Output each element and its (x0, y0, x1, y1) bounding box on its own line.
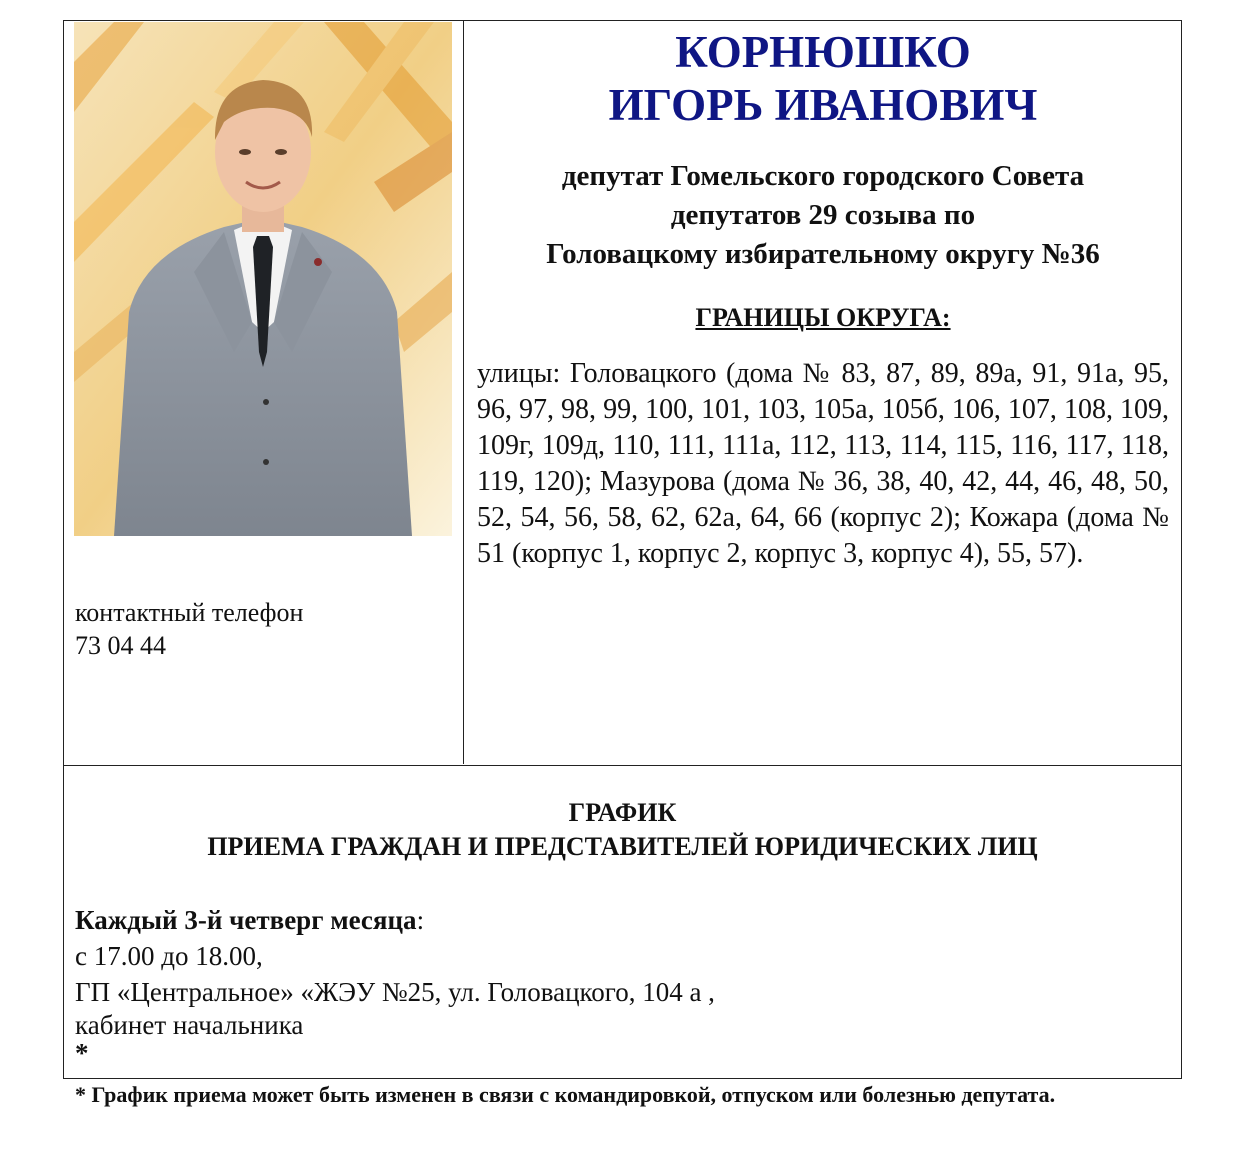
document-sheet (63, 20, 1182, 1079)
deputy-surname: КОРНЮШКО (675, 27, 971, 77)
deputy-name (464, 26, 1182, 132)
position-line: Головацкому избирательному округу №36 (546, 238, 1100, 270)
position-line: депутатов 29 созыва по (670, 199, 976, 231)
schedule-title-line: ГРАФИК (568, 798, 677, 827)
schedule-room: кабинет начальника (75, 1010, 304, 1040)
deputy-photo (74, 22, 452, 536)
schedule-when: Каждый 3-й четверг месяца (75, 905, 417, 935)
schedule-when-row (75, 902, 715, 938)
deputy-given-names: ИГОРЬ ИВАНОВИЧ (608, 80, 1038, 130)
schedule-footnote: * График приема может быть изменен в связи с командировкой, отпуском или болезнью депутата. (75, 1082, 1056, 1107)
schedule-title (63, 796, 1182, 864)
position-line: депутат Гомельского городского Совета (561, 160, 1085, 192)
district-streets: улицы: Головацкого (дома № 83, 87, 89, 89а, 91, 91а, 95, 96, 97, 98, 99, 100, 101, 103, 105а, 105б, 106, 107, 108, 109, 109г, 109д, 110, 111, 111а, 112, 113, 114, 115, 116, 117, 118, 119, 120); Мазурова (дома № 36, 38, 40, 42, 44, 46, 48, 50, 52, 54, 56, 58, 62, 62а, 64, 66 (корпус 2); Кожара (дома № 51 (корпус 1, корпус 2, корпус 3, корпус 4), 55, 57). (477, 358, 1169, 569)
contact-block (75, 596, 303, 662)
contact-label: контактный телефон (75, 598, 304, 627)
schedule-details (75, 902, 715, 1066)
schedule-time: с 17.00 до 18.00, (75, 941, 263, 971)
schedule-place: ГП «Центральное» «ЖЭУ №25, ул. Головацкого, 104 а , (75, 977, 715, 1007)
schedule-when-suffix: : (416, 905, 425, 935)
deputy-position (464, 157, 1182, 274)
deputy-portrait-image (74, 22, 452, 536)
district-boundaries-title: ГРАНИЦЫ ОКРУГА: (695, 303, 951, 332)
contact-phone: 73 04 44 (75, 631, 166, 660)
schedule-asterisk: * (75, 1038, 89, 1068)
schedule-title-line: ПРИЕМА ГРАЖДАН И ПРЕДСТАВИТЕЛЕЙ ЮРИДИЧЕСКИХ ЛИЦ (207, 832, 1038, 861)
